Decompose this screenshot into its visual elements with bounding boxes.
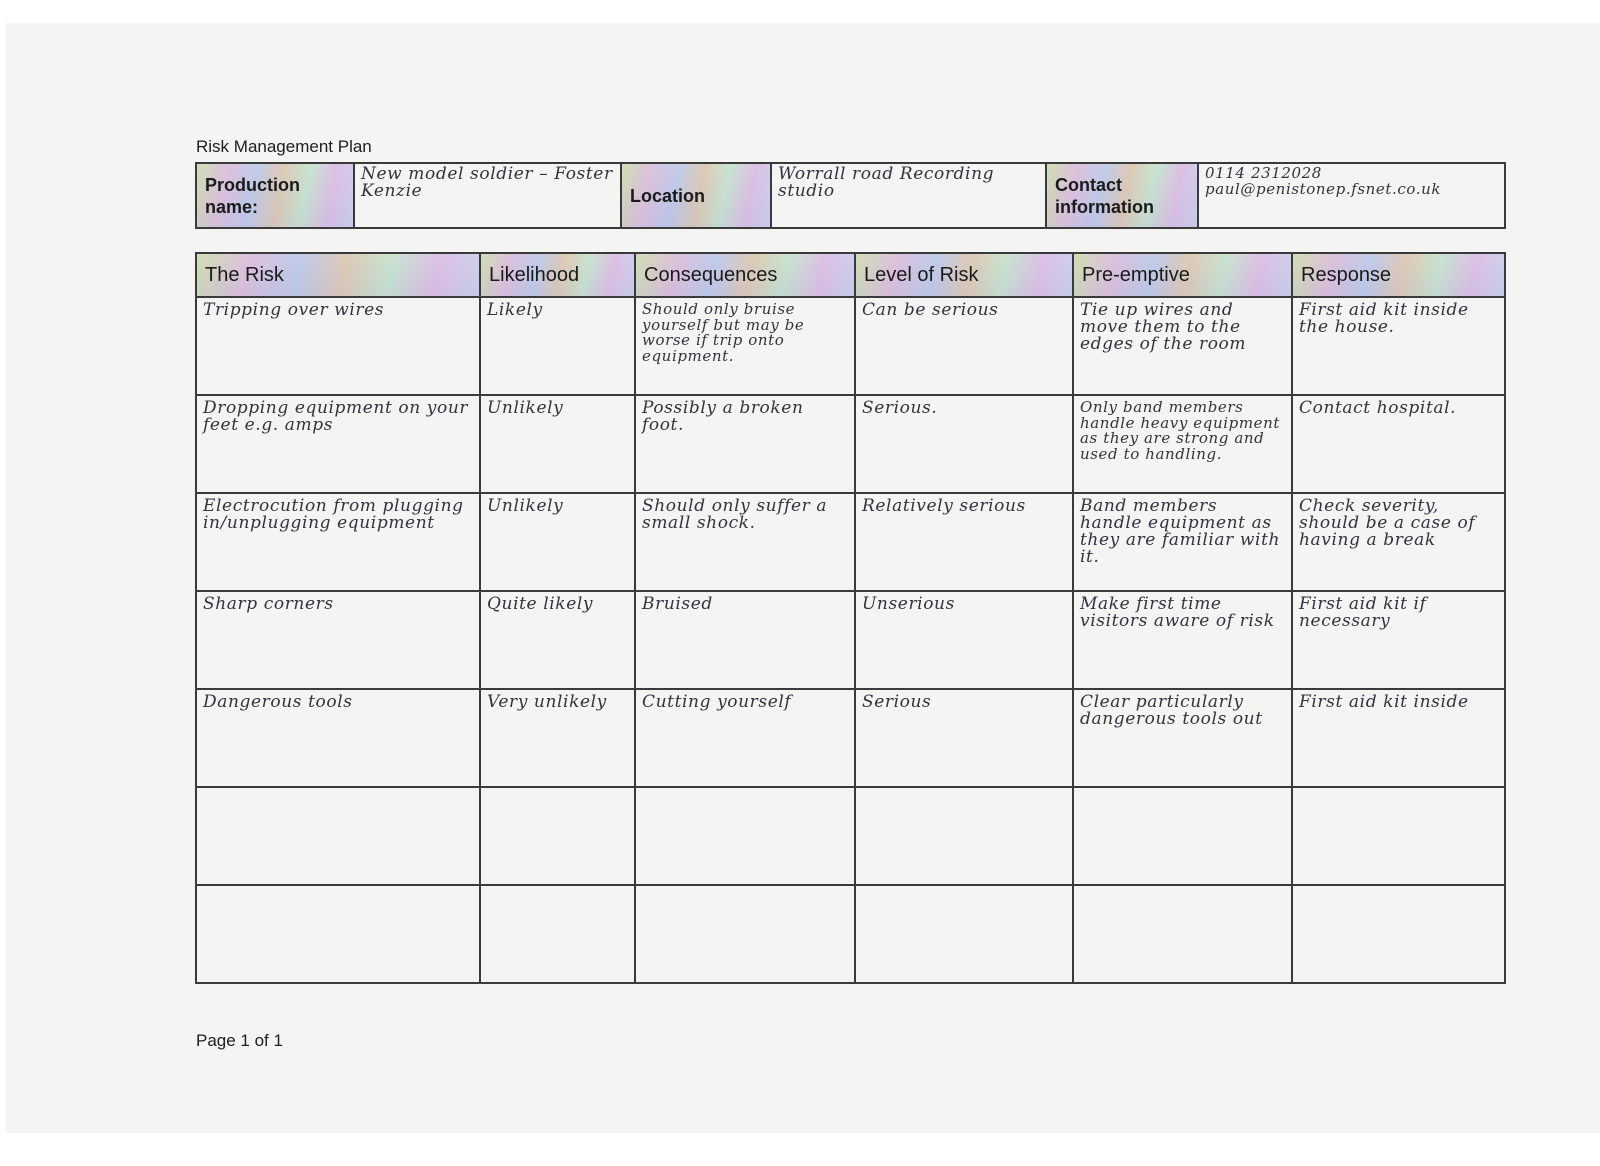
- header-the-risk: The Risk: [196, 253, 480, 297]
- cell-consequences: [635, 591, 855, 689]
- cell-text: Dangerous tools: [203, 692, 353, 712]
- cell-risk: [196, 395, 480, 493]
- cell-response: [1292, 689, 1505, 787]
- cell-text: Serious: [862, 692, 932, 712]
- header-likelihood: Likelihood: [480, 253, 635, 297]
- cell-text: Should only suffer a small shock.: [642, 496, 828, 533]
- cell-consequences: [635, 297, 855, 395]
- cell-risk: [196, 591, 480, 689]
- cell-response: [1292, 395, 1505, 493]
- cell-text: Tripping over wires: [203, 300, 385, 320]
- cell-response: [1292, 885, 1505, 983]
- cell-text: Tie up wires and move them to the edges of the room: [1080, 300, 1247, 354]
- table-row: [196, 689, 1505, 787]
- cell-risk: [196, 297, 480, 395]
- cell-level-of-risk: [855, 493, 1073, 591]
- cell-consequences: [635, 885, 855, 983]
- cell-pre-emptive: [1073, 297, 1292, 395]
- cell-response: [1292, 591, 1505, 689]
- location-text: Worrall road Recording studio: [778, 164, 995, 201]
- contact-text: 0114 2312028 paul@penistonep.fsnet.co.uk: [1205, 164, 1442, 198]
- production-info-table: [195, 162, 1506, 229]
- cell-text: Make first time visitors aware of risk: [1080, 594, 1275, 631]
- table-row: [196, 395, 1505, 493]
- document-title: Risk Management Plan: [196, 137, 372, 156]
- cell-text: Bruised: [642, 594, 713, 614]
- location-label: Location: [621, 163, 771, 228]
- cell-text: Dropping equipment on your feet e.g. amps: [203, 398, 469, 435]
- cell-text: First aid kit inside the house.: [1299, 300, 1469, 337]
- cell-likelihood: [480, 591, 635, 689]
- header-consequences: Consequences: [635, 253, 855, 297]
- cell-pre-emptive: [1073, 395, 1292, 493]
- cell-likelihood: [480, 395, 635, 493]
- cell-text: Unserious: [862, 594, 955, 614]
- cell-text: Likely: [487, 300, 543, 320]
- cell-risk: [196, 493, 480, 591]
- cell-text: Very unlikely: [487, 692, 607, 712]
- cell-text: Clear particularly dangerous tools out: [1080, 692, 1263, 729]
- cell-pre-emptive: [1073, 689, 1292, 787]
- cell-text: Quite likely: [487, 594, 594, 614]
- cell-level-of-risk: [855, 689, 1073, 787]
- cell-likelihood: [480, 297, 635, 395]
- cell-risk: [196, 689, 480, 787]
- cell-consequences: [635, 787, 855, 885]
- cell-text: Possibly a broken foot.: [642, 398, 804, 435]
- cell-text: Only band members handle heavy equipment as they are strong and used to handling.: [1080, 398, 1281, 463]
- cell-likelihood: [480, 689, 635, 787]
- risk-table: [195, 252, 1506, 984]
- cell-consequences: [635, 493, 855, 591]
- cell-response: [1292, 297, 1505, 395]
- cell-consequences: [635, 395, 855, 493]
- cell-text: First aid kit if necessary: [1299, 594, 1427, 631]
- cell-response: [1292, 493, 1505, 591]
- header-response: Response: [1292, 253, 1505, 297]
- table-row: [196, 493, 1505, 591]
- production-name-text: New model soldier – Foster Kenzie: [361, 164, 613, 201]
- cell-text: Check severity, should be a case of having a break: [1299, 496, 1476, 550]
- cell-level-of-risk: [855, 885, 1073, 983]
- cell-text: Can be serious: [862, 300, 999, 320]
- cell-consequences: [635, 689, 855, 787]
- location-value: [771, 163, 1046, 228]
- cell-text: Unlikely: [487, 496, 564, 516]
- contact-value: [1198, 163, 1505, 228]
- header-pre-emptive: Pre-emptive: [1073, 253, 1292, 297]
- cell-level-of-risk: [855, 395, 1073, 493]
- cell-response: [1292, 787, 1505, 885]
- cell-text: Relatively serious: [862, 496, 1026, 516]
- cell-level-of-risk: [855, 297, 1073, 395]
- cell-text: Band members handle equipment as they are familiar with it.: [1080, 496, 1281, 567]
- cell-likelihood: [480, 493, 635, 591]
- cell-text: Should only bruise yourself but may be worse if trip onto equipment.: [642, 300, 805, 365]
- cell-likelihood: [480, 885, 635, 983]
- cell-text: Unlikely: [487, 398, 564, 418]
- production-name-value: [354, 163, 621, 228]
- cell-text: Cutting yourself: [642, 692, 792, 712]
- header-level-of-risk: Level of Risk: [855, 253, 1073, 297]
- cell-text: First aid kit inside: [1299, 692, 1469, 712]
- table-row: [196, 787, 1505, 885]
- table-row: [196, 591, 1505, 689]
- cell-pre-emptive: [1073, 493, 1292, 591]
- cell-pre-emptive: [1073, 591, 1292, 689]
- cell-text: Electrocution from plugging in/unplugging equipment: [203, 496, 464, 533]
- table-row: [196, 297, 1505, 395]
- cell-risk: [196, 885, 480, 983]
- cell-level-of-risk: [855, 787, 1073, 885]
- cell-text: Contact hospital.: [1299, 398, 1457, 418]
- cell-pre-emptive: [1073, 885, 1292, 983]
- table-row: [196, 885, 1505, 983]
- cell-text: Sharp corners: [203, 594, 334, 614]
- cell-risk: [196, 787, 480, 885]
- cell-pre-emptive: [1073, 787, 1292, 885]
- cell-text: Serious.: [862, 398, 938, 418]
- risk-table-header-row: [196, 253, 1505, 297]
- contact-label: Contact information: [1046, 163, 1198, 228]
- cell-likelihood: [480, 787, 635, 885]
- page-number: Page 1 of 1: [196, 1031, 283, 1050]
- production-name-label: Production name:: [196, 163, 354, 228]
- cell-level-of-risk: [855, 591, 1073, 689]
